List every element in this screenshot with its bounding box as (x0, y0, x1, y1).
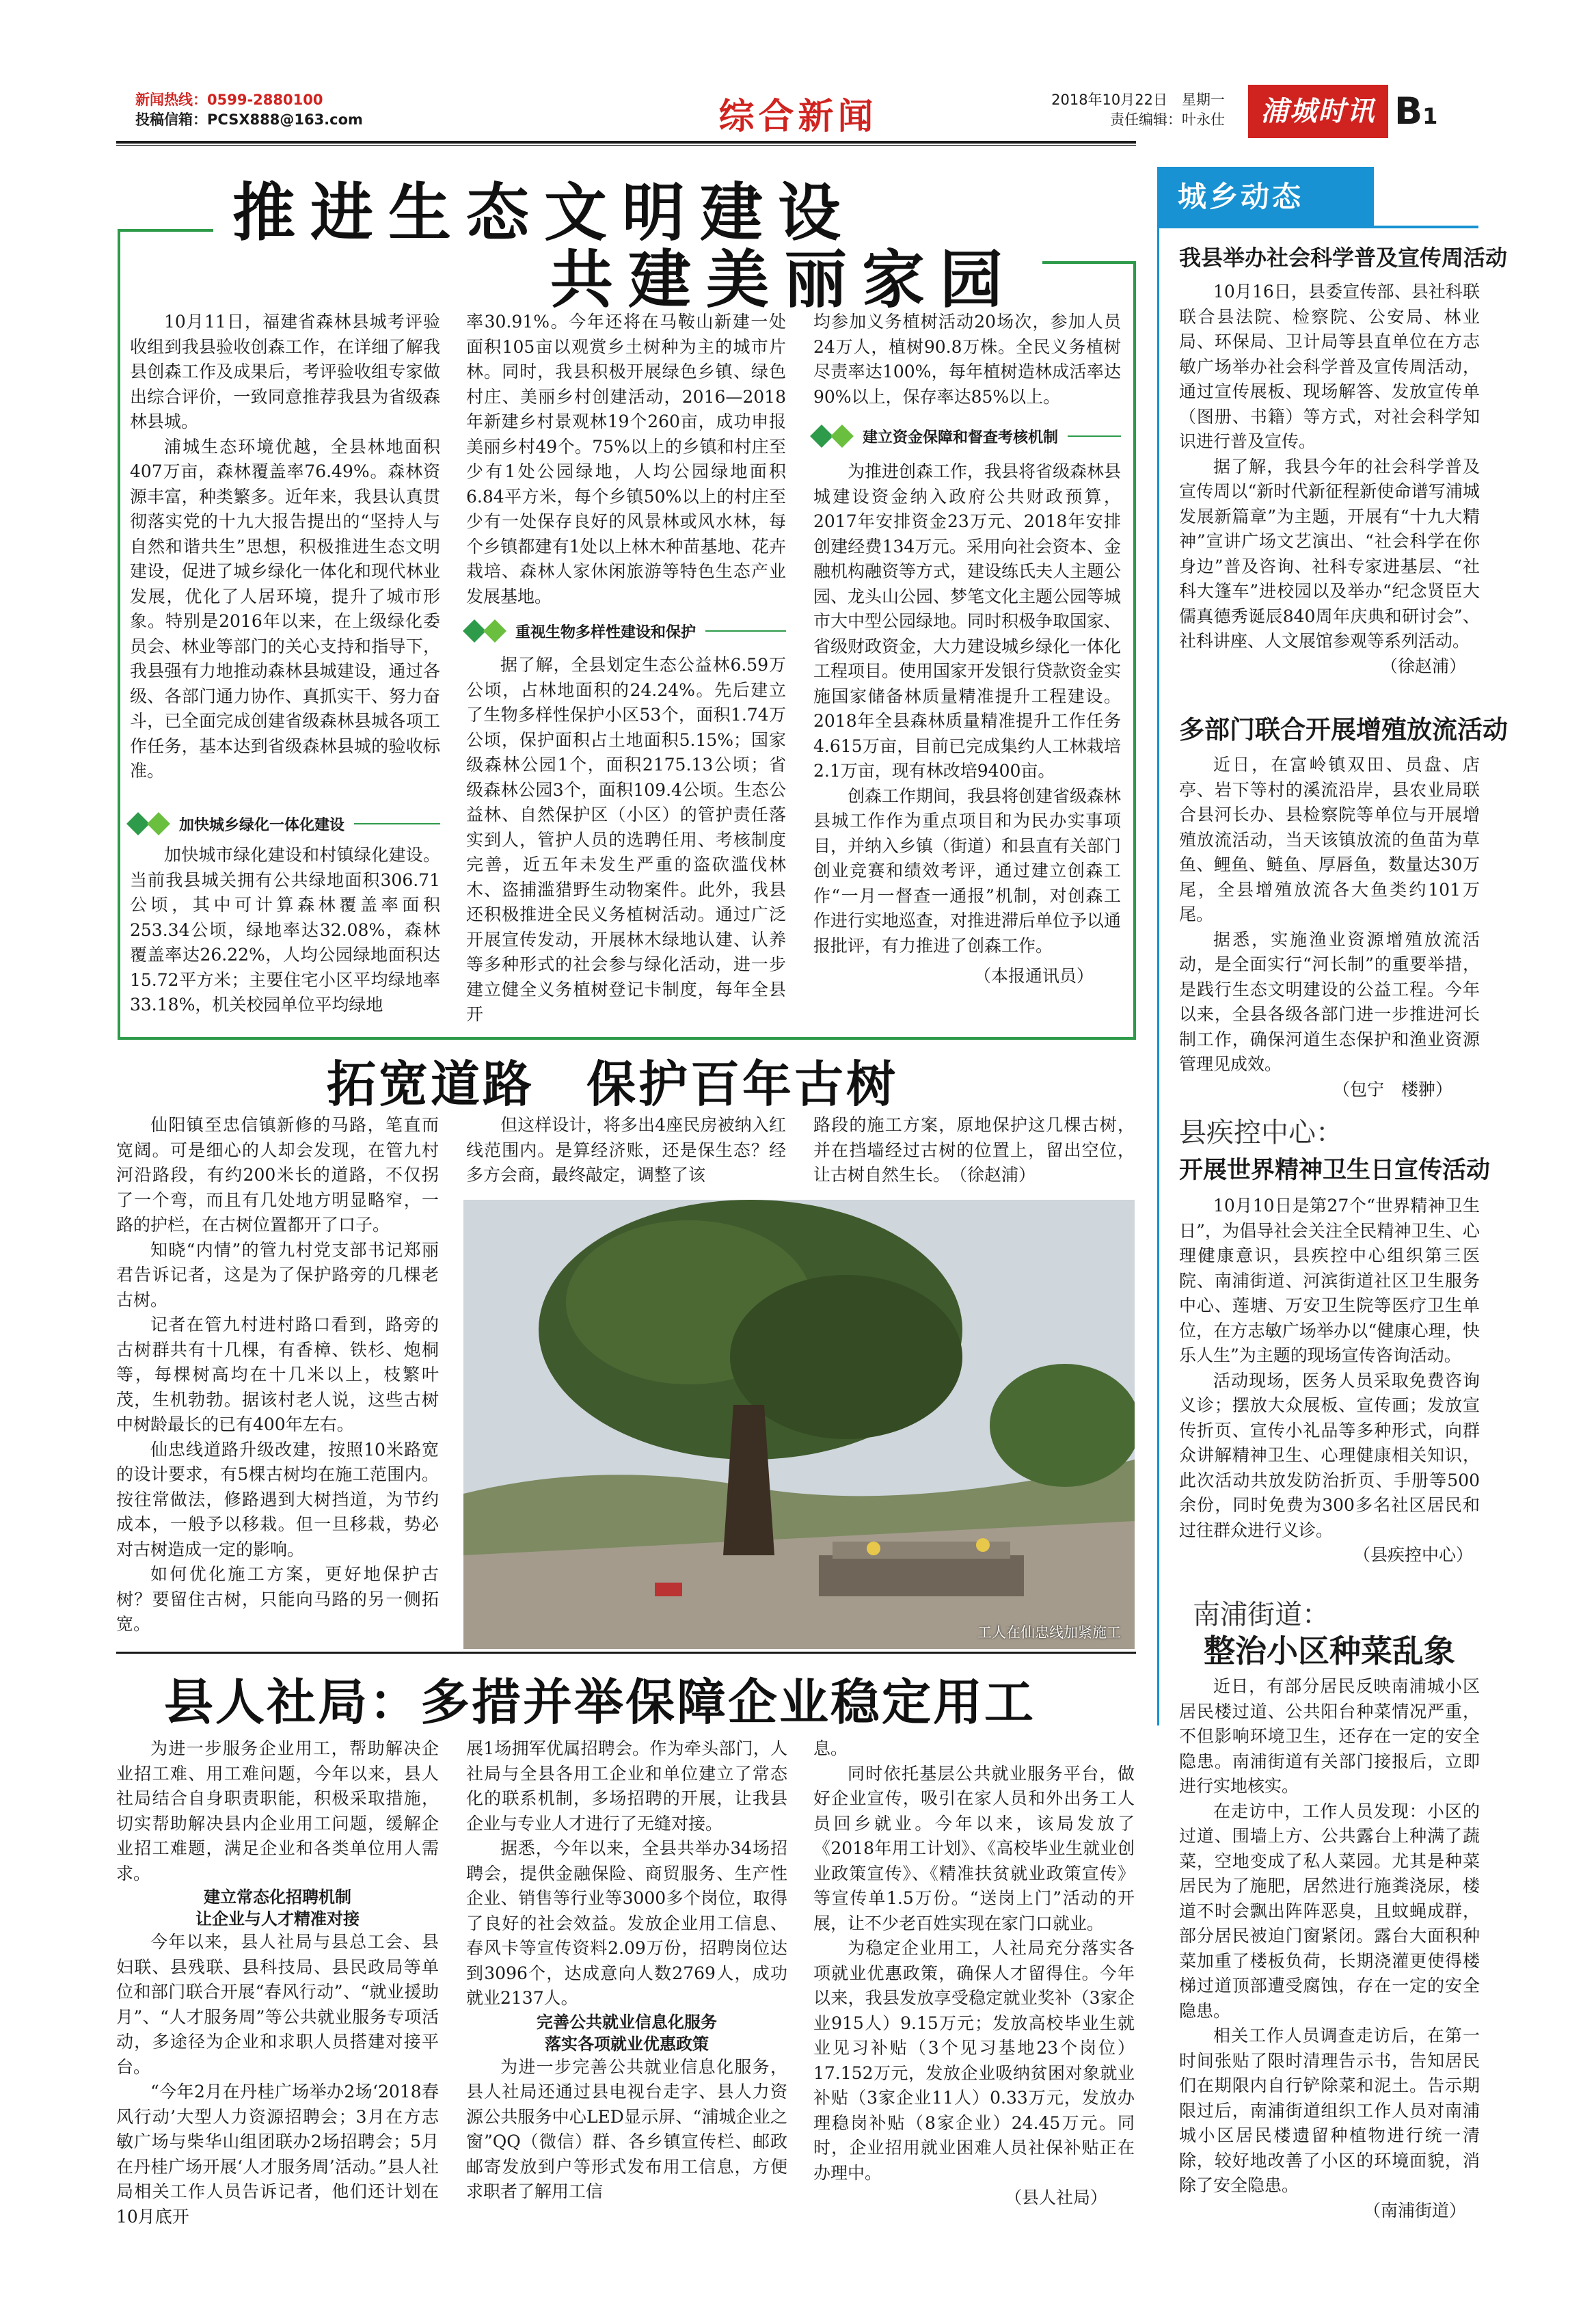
paragraph: 但这样设计，将多出4座民房被纳入红线范围内。是算经济账，还是保生态？经多方会商，最终敲定，调整了该 (466, 1115, 786, 1185)
sidebar-story4-title: 整治小区种菜乱象 (1204, 1633, 1455, 1669)
subhead-diamond-icon (130, 816, 167, 832)
paragraph: 路段的施工方案，原地保护这几棵古树，并在挡墙经过古树的位置上，留出空位，让古树自然生长。 （徐赵浦） (813, 1115, 1135, 1185)
paragraph: 10月11日，福建省森林县城考评验收组到我县验收创森工作，在详细了解我县创森工作及成果后，考评验收组专家做出综合评价，一致同意推荐我县为省级森林县城。 (130, 312, 440, 431)
subhead-text: 加快城乡绿化一体化建设 (179, 816, 345, 834)
construction-photo (463, 1200, 1135, 1649)
paragraph: 均参加义务植树活动20场次，参加人员24万人，植树90.8万株。全民义务植树尽责率达100%，每年植树造林成活率达90%以上，保存率达85%以上。 (813, 312, 1121, 407)
article1-subhead2 (466, 619, 786, 643)
subhead-diamond-icon (466, 623, 503, 639)
article1-title-line1: 推进生态文明建设 (232, 176, 856, 250)
paragraph: 据了解，全县划定生态公益林6.59万公顷，占林地面积的24.24%。先后建立了生物多样性保护小区53个，面积1.74万公顷，保护面积占土地面积5.15%；国家级森林公园1个，面积2175.13公顷；省级森林公园3个，面积109.4公顷。生态公益林、自然保护区（小区）的管护责任落实到人，管护人员的选聘任用、考核制度完善，近五年未发生严重的盗砍滥伐林木、盗捕滥猎野生动物案件。此外，我县还积极推进全民义务植树活动。通过广泛开展宣传发动，开展林木绿地认建、认养等多种形式的社会参与绿化活动，进一步建立健全义务植树登记卡制度，每年全县开 (466, 655, 786, 1024)
divider (116, 1652, 1136, 1654)
subhead-text: 重视生物多样性建设和保护 (515, 623, 696, 641)
subhead-text: 建立资金保障和督查考核机制 (863, 429, 1059, 446)
header-rule-thin (116, 145, 1136, 146)
sidebar-story4-label: 南浦街道： (1193, 1599, 1329, 1630)
paragraph: 据悉，今年以来，全县共举办34场招聘会，提供金融保险、商贸服务、生产性企业、销售等行业等3000多个岗位，取得了良好的社会效益。发放企业用工信息、春风卡等宣传资料2.09万份，招聘岗位达到3096个，达成意向人数2769人，成功就业2137人。 (466, 1838, 787, 2008)
article3-title: 县人社局：多措并举保障企业稳定用工 (164, 1673, 1036, 1731)
article2-title: 拓宽道路 保护百年古树 (327, 1055, 899, 1113)
article2-col1 (116, 1113, 439, 1637)
responsible-editor: 责任编辑：叶永仕 (1110, 111, 1225, 128)
article1-col1 (130, 310, 440, 784)
article1-col2 (466, 310, 786, 609)
sidebar-story1 (1179, 243, 1508, 679)
sidebar-story2 (1179, 714, 1508, 1102)
paragraph: 仙阳镇至忠信镇新修的马路，笔直而宽阔。可是细心的人却会发现，在管九村河沿路段，有约200米长的道路，不仅拐了一个弯，而且有几处地方明显略窄，一路的护栏，在古树位置都开了口子。 (116, 1115, 439, 1235)
paragraph: 10月16日，县委宣传部、县社科联联合县法院、检察院、公安局、林业局、环保局、卫计局等县直单位在方志敏广场举办社会科学普及宣传周活动，通过宣传展板、现场解答、发放宣传单（图册、书籍）等方式，对社会科学知识进行普及宣传。 (1179, 282, 1480, 451)
sidebar-story3-credit: （县疾控中心） (1353, 1545, 1473, 1565)
newspaper-logo: 浦城时讯 (1248, 85, 1388, 138)
tree-illustration (463, 1200, 1135, 1649)
paragraph: 加快城市绿化建设和村镇绿化建设。当前我县城关拥有公共绿地面积306.71公顷，其中可计算森林覆盖率面积253.34公顷，绿地率达32.08%，森林覆盖率达26.22%，人均公园绿地面积达15.72平方米；主要住宅小区平均绿地率33.18%，机关校园单位平均绿地 (130, 845, 440, 1015)
article3-col2 (466, 1736, 787, 2205)
sidebar-story3 (1179, 1111, 1491, 1568)
paragraph: 活动现场，医务人员采取免费咨询义诊；摆放大众展板、宣传画；发放宣传折页、宣传小礼品等多种形式，向群众讲解精神卫生、心理健康相关知识，此次活动共放发防治折页、手册等500余份，同时免费为300多名社区居民和过往群众进行义诊。 (1179, 1370, 1480, 1540)
paragraph: 记者在管九村进村路口看到，路旁的古树群共有十几棵，有香樟、铁杉、炮桐等，每棵树高均在十几米以上，枝繁叶茂，生机勃勃。据该村老人说，这些古树中树龄最长的已有400年左右。 (116, 1315, 439, 1434)
paragraph: 今年以来，县人社局与县总工会、县妇联、县残联、县科技局、县民政局等单位和部门联合开展“春风行动”、“就业援助月”、“人才服务周”等公共就业服务专项活动，多途径为企业和求职人员搭建对接平台。 (116, 1932, 439, 2077)
frame-left (118, 229, 120, 1040)
article3-col3 (813, 1736, 1135, 2211)
paragraph: 仙忠线道路升级改建，按照10米路宽的设计要求，有5棵古树均在施工范围内。按往常做法，修路遇到大树挡道，为节约成本，一般予以移栽。但一旦移栽，势必对古树造成一定的影响。 (116, 1439, 439, 1559)
issue-info (1025, 90, 1225, 130)
paragraph: “今年2月在丹桂广场举办2场‘2018春风行动’大型人力资源招聘会；3月在方志敏广场与柴华山组团联办2场招聘会；5月在丹桂广场开展‘人才服务周’活动。”县人社局相关工作人员告诉记者，他们还计划在10月底开 (116, 2082, 439, 2227)
article3-subhead1a: 建立常态化招聘机制 (204, 1888, 351, 1907)
sidebar-rule (1157, 167, 1159, 1725)
paragraph: 率30.91%。今年还将在马鞍山新建一处面积105亩以观赏乡土树种为主的城市片林。同时，我县积极开展绿色乡镇、绿色村庄、美丽乡村创建活动，2016—2018年新建乡村景观林19个260亩，成功申报美丽乡村49个。75%以上的乡镇和村庄至少有1处公园绿地，人均公园绿地面积6.84平方米，每个乡镇50%以上的村庄至少有一处保存良好的风景林或风水林，每个乡镇都建有1处以上林木种苗基地、花卉栽培、森林人家休闲旅游等特色生态产业发展基地。 (466, 312, 786, 606)
sidebar-story4-credit: （南浦街道） (1363, 2200, 1466, 2220)
subhead-line (354, 823, 440, 824)
sidebar-tab: 城乡动态 (1157, 167, 1374, 227)
article2-col2 (466, 1113, 786, 1188)
subhead-diamond-icon (813, 428, 850, 444)
sidebar-story3-title: 开展世界精神卫生日宣传活动 (1179, 1156, 1491, 1184)
masthead-contact (135, 90, 363, 130)
paragraph: 如何优化施工方案，更好地保护古树？要留住古树，只能向马路的另一侧拓宽。 (116, 1564, 439, 1634)
paragraph: 据悉，实施渔业资源增殖放流活动，是全面实行“河长制”的重要举措，是践行生态文明建设的公益工程。今年以来，全县各级各部门进一步推进河长制工作，确保河道生态保护和渔业资源管理见成效。 (1179, 929, 1480, 1074)
article3-subhead1b: 让企业与人才精准对接 (195, 1909, 360, 1929)
article1-col1b (130, 843, 440, 1018)
article1-col2b (466, 653, 786, 1028)
section-title: 综合新闻 (718, 96, 878, 137)
paragraph: 为稳定企业用工，人社局充分落实各项就业优惠政策，确保人才留得住。今年以来，我县发放享受稳定就业奖补（3家企业915人）9.15万元；发放高校毕业生就业见习补贴（3个见习基地23个岗位）17.152万元，发放企业吸纳贫困对象就业补贴（3家企业11人）0.33万元，发放办理稳岗补贴（8家企业）24.45万元。同时，企业招用就业困难人员社保补贴正在办理中。 (813, 1938, 1135, 2183)
paragraph: 近日，在富岭镇双田、员盘、店亭、岩下等村的溪流沿岸，县农业局联合县河长办、县检察院等单位与开展增殖放流活动，当天该镇放流的鱼苗为草鱼、鲤鱼、鲢鱼、厚唇鱼，数量达30万尾，全县增殖放流各大鱼类约101万尾。 (1179, 755, 1480, 924)
paragraph: 息。 (813, 1738, 848, 1758)
paragraph: 为推进创森工作，我县将省级森林县城建设资金纳入政府公共财政预算，2017年安排资金23万元、2018年安排创建经费134万元。采用向社会资本、金融机构融资等方式，建设练氏夫人主题公园、龙头山公园、梦笔文化主题公园等城市大中型公园绿地。同时积极争取国家、省级财政资金，大力建设城乡绿化一体化工程项目。使用国家开发银行贷款资金实施国家储备林质量精准提升工程建设。2018年全县森林质量精准提升工作任务4.615万亩，目前已完成集约人工林栽培2.1万亩，现有林改培9400亩。 (813, 461, 1122, 781)
article1-subhead3 (813, 424, 1121, 448)
page-number (1394, 85, 1437, 143)
paragraph: 10月10日是第27个“世界精神卫生日”，为倡导社会关注全民精神卫生、心理健康意识，县疾控中心组织第三医院、南浦街道、河滨街道社区卫生服务中心、莲塘、万安卫生院等医疗卫生单位，在方志敏广场举办以“健康心理，快乐人生”为主题的现场宣传咨询活动。 (1179, 1196, 1480, 1365)
sidebar-story2-credit: （包宁 楼翀） (1332, 1079, 1452, 1099)
paragraph: 创森工作期间，我县将创建省级森林县城工作作为重点项目和为民办实事项目，并纳入乡镇（街道）和县直有关部门创业竞赛和绩效考评，通过建立创森工作“一月一督查一通报”机制，对创森工作进行实地巡查，对推进滞后单位予以通报批评，有力推进了创森工作。 (813, 785, 1122, 956)
article1-credit: （本报通讯员） (973, 966, 1094, 986)
paragraph: 在走访中，工作人员发现：小区的过道、围墙上方、公共露台上种满了蔬菜，空地变成了私人菜园。尤其是种菜居民为了施肥，居然进行施粪浇尿，楼道不时会飘出阵阵恶臭，且蚊蝇成群，部分居民被迫门窗紧闭。露台大面积种菜加重了楼板负荷，长期浇灌更使得楼梯过道顶部遭受腐蚀，存在一定的安全隐患。 (1179, 1801, 1480, 2021)
submission-email: 投稿信箱：PCSX888@163.com (135, 111, 363, 128)
paragraph: 展1场拥军优属招聘会。作为牵头部门，人社局与全县各用工企业和单位建立了常态化的联系机制，多场招聘的开展，让我县企业与专业人才进行了无缝对接。 (466, 1738, 787, 1834)
paragraph: 近日，有部分居民反映南浦城小区居民楼过道、公共阳台种菜情况严重，不但影响环境卫生，还存在一定的安全隐患。南浦街道有关部门接报后，立即进行实地核实。 (1179, 1676, 1480, 1796)
article3-subhead2b: 落实各项就业优惠政策 (545, 2034, 709, 2054)
subhead-line (705, 630, 786, 632)
paragraph: 浦城生态环境优越，全县林地面积407万亩，森林覆盖率76.49%。森林资源丰富，种类繁多。近年来，我县认真贯彻落实党的十九大报告提出的“坚持人与自然和谐共生”思想，积极推进生态文明建设，促进了城乡绿化一体化和现代林业发展，优化了人居环境，提升了城市形象。特别是2016年以来，在上级绿化委员会、林业等部门的关心支持和指导下，我县强有力地推动森林县城建设，通过各级、各部门通力协作、真抓实干、努力奋斗，已全面完成创建省级森林县城各项工作任务，基本达到省级森林县城的验收标准。 (130, 436, 440, 781)
article2-col3 (813, 1113, 1135, 1188)
paragraph: 知晓“内情”的管九村党支部书记郑丽君告诉记者，这是为了保护路旁的几棵老古树。 (116, 1239, 439, 1310)
paragraph: 为进一步服务企业用工，帮助解决企业招工难、用工难问题，今年以来，县人社局结合自身职责职能，积极采取措施，切实帮助解决县内企业用工问题，缓解企业招工难题，满足企业和各类单位用人需求。 (116, 1738, 439, 1883)
sidebar-story3-label: 县疾控中心： (1179, 1117, 1343, 1149)
subhead-line (1068, 435, 1121, 437)
sidebar-story4 (1179, 1593, 1480, 2223)
paragraph: 为进一步完善公共就业信息化服务，县人社局还通过县电视台走字、县人力资源公共服务中心LED显示屏、“浦城企业之窗”QQ（微信）群、各乡镇宣传栏、邮政邮寄发放到户等形式发布用工信息，方便求职者了解用工信 (466, 2056, 787, 2201)
article1-col3b (813, 459, 1121, 989)
frame-top-right (1042, 261, 1136, 264)
sidebar-story1-title: 我县举办社会科学普及宣传周活动 (1179, 245, 1508, 271)
page-letter: B (1394, 90, 1423, 133)
paragraph: 相关工作人员调查走访后，在第一时间张贴了限时清理告示书，告知居民们在期限内自行铲除菜和泥土。告示期限过后，南浦街道组织工作人员对南浦城小区居民楼遗留种植物进行统一清除，较好地改善了小区的环境面貌，消除了安全隐患。 (1179, 2026, 1480, 2195)
frame-top-left (118, 229, 213, 232)
article1-subhead1 (130, 811, 440, 836)
paragraph: 据了解，我县今年的社会科学普及宣传周以“新时代新征程新使命谱写浦城发展新篇章”为主题，开展有“十九大精神”宣讲广场文艺演出、“社会科学在你身边”普及咨询、社科专家进基层、“社科大篷车”进校园以及举办“纪念贤臣大儒真德秀诞辰840周年庆典和研讨会”、社科讲座、人文展馆参观等系列活动。 (1179, 456, 1480, 651)
frame-bottom (118, 1037, 1136, 1040)
article1-col3 (813, 310, 1121, 409)
article3-credit: （县人社局） (1004, 2188, 1107, 2207)
paragraph: 同时依托基层公共就业服务平台，做好企业宣传，吸引在家人员和外出务工人员回乡就业。今年以来，该局发放了《2018年用工计划》、《高校毕业生就业创业政策宣传》、《精准扶贫就业政策宣传》等宣传单1.5万份。“送岗上门”活动的开展，让不少老百姓实现在家门口就业。 (813, 1763, 1135, 1933)
sidebar-story2-title: 多部门联合开展增殖放流活动 (1179, 714, 1508, 744)
sidebar-tab-rule (1157, 226, 1478, 228)
frame-right (1133, 261, 1136, 1040)
photo-caption: 工人在仙忠线加紧施工 (977, 1624, 1121, 1641)
article3-col1 (116, 1736, 439, 2229)
sidebar-story1-credit: （徐赵浦） (1380, 656, 1466, 676)
issue-date: 2018年10月22日 星期一 (1051, 92, 1225, 108)
article1-title-line2: 共建美丽家园 (550, 243, 1018, 317)
article3-subhead2a: 完善公共就业信息化服务 (537, 2012, 717, 2032)
page-digit: 1 (1422, 103, 1438, 129)
hotline: 新闻热线：0599-2880100 (135, 92, 323, 108)
header-rule (116, 141, 1136, 144)
